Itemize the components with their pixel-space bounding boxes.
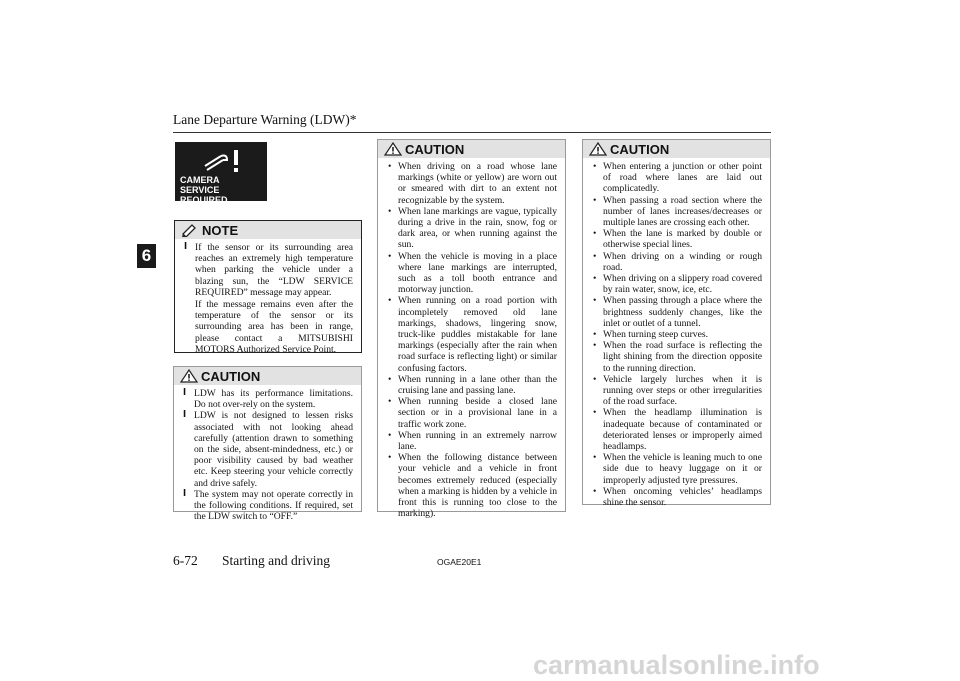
caution-item: • When running in a lane other than the cruising lane and passing lane. (388, 374, 557, 396)
caution-item: • When running in an extremely narrow lane. (388, 430, 557, 452)
note-box (174, 220, 362, 353)
caution-heading-label: CAUTION (405, 141, 465, 157)
caution-item: • When passing a road section where the number of lanes increases/decreases or multiple lanes are crossing each other. (593, 195, 762, 229)
caution-item: • When oncoming vehicles’ headlamps shine the sensor. (593, 486, 762, 508)
caution-item: • When driving on a road whose lane markings (white or yellow) are worn out or smeared with dirt to an extent not recognizable by the system. (388, 161, 557, 206)
note-item (185, 242, 353, 355)
caution-item: • When the headlamp illumination is inadequate because of contaminated or deteriorated lenses or improperly aimed headlamps. (593, 407, 762, 452)
note-paragraph: If the message remains even after the temperature of the sensor or its surrounding area has been in range, please contact a MITSUBISHI MOTORS Authorized Service Point. (195, 299, 353, 355)
caution-body (378, 158, 565, 520)
caution-item: • When running beside a closed lane section or in a provisional lane in a traffic work zone. (388, 396, 557, 430)
caution-triangle-icon (384, 142, 402, 156)
caution-heading (378, 140, 565, 158)
footer-section-title: Starting and driving (222, 553, 330, 568)
caution-item: • When the vehicle is leaning much to one side due to heavy luggage on it or improperly adjusted tyre pressures. (593, 452, 762, 486)
camera-display-line1: CAMERA (180, 175, 220, 185)
note-paragraph: l If the sensor or its surrounding area reaches an extremely high temperature when parking the vehicle under a blazing sun, the “LDW SERVICE REQUIRED” message may appear. (195, 242, 353, 298)
caution-box-left (173, 366, 362, 523)
caution-item: l LDW is not designed to lessen risks associated with not looking ahead carefully (attention drawn to something on the side, absent-mindedness, etc.) or poor visibility caused by bad weather etc. Keep steering your vehicle correctly and drive safely. (184, 410, 353, 488)
header-rule (173, 132, 771, 133)
caution-item: • When the vehicle is moving in a place where lane markings are interrupted, such as a toll booth entrance and motorway junction. (388, 251, 557, 296)
caution-item: • When the road surface is reflecting the light shining from the direction opposite to the running direction. (593, 340, 762, 374)
caution-item: • Vehicle largely lurches when it is running over steps or other irregularities of the road surface. (593, 374, 762, 408)
watermark: carmanualsonline.info (533, 650, 820, 680)
note-heading (175, 221, 361, 239)
note-pencil-icon (181, 223, 199, 237)
caution-heading (174, 367, 361, 385)
caution-item: • When turning steep curves. (593, 329, 762, 340)
caution-heading-label: CAUTION (610, 141, 670, 157)
page-header-title: Lane Departure Warning (LDW)* (173, 112, 357, 127)
caution-body (174, 385, 361, 522)
camera-display-label (180, 175, 267, 205)
caution-box-middle (377, 139, 566, 520)
note-heading-label: NOTE (202, 222, 239, 238)
caution-item: • When driving on a slippery road covered by rain water, snow, ice, etc. (593, 273, 762, 295)
lane-camera-warning-icon (201, 148, 245, 174)
chapter-tab: 6 (137, 244, 156, 268)
caution-item: • When passing through a place where the brightness suddenly changes, like the inlet or outlet of a tunnel. (593, 295, 762, 329)
caution-item: • When running on a road portion with incompletely removed old lane markings, shadows, lingering snow, truck-like puddles mistakable for lane markings (especially after the rain when road surface is reflecting light) or similar confusing factors. (388, 295, 557, 373)
caution-heading-label: CAUTION (201, 368, 261, 384)
caution-item: • When lane markings are vague, typically during a drive in the rain, snow, fog or dark area, or when running against the sun. (388, 206, 557, 251)
caution-item: l The system may not operate correctly in the following conditions. If required, set the LDW switch to “OFF.” (184, 489, 353, 523)
caution-item: • When the lane is marked by double or otherwise special lines. (593, 228, 762, 250)
caution-item: • When the following distance between your vehicle and a vehicle in front becomes extremely reduced (especially when a marking is hidden by a vehicle in front this is running too close to the marking). (388, 452, 557, 519)
footer-page-number: 6-72 (173, 553, 198, 568)
caution-heading (583, 140, 770, 158)
caution-triangle-icon (180, 369, 198, 383)
caution-triangle-icon (589, 142, 607, 156)
caution-item: • When entering a junction or other point of road where lanes are laid out complicatedly. (593, 161, 762, 195)
camera-display-line2: SERVICE REQUIRED (180, 185, 228, 205)
camera-service-display-image (175, 142, 267, 205)
caution-box-right (582, 139, 771, 509)
caution-item: • When driving on a winding or rough road. (593, 251, 762, 273)
note-body (175, 239, 361, 355)
caution-body (583, 158, 770, 508)
footer-document-code: OGAE20E1 (437, 557, 482, 567)
caution-item: l LDW has its performance limitations. Do not over-rely on the system. (184, 388, 353, 410)
